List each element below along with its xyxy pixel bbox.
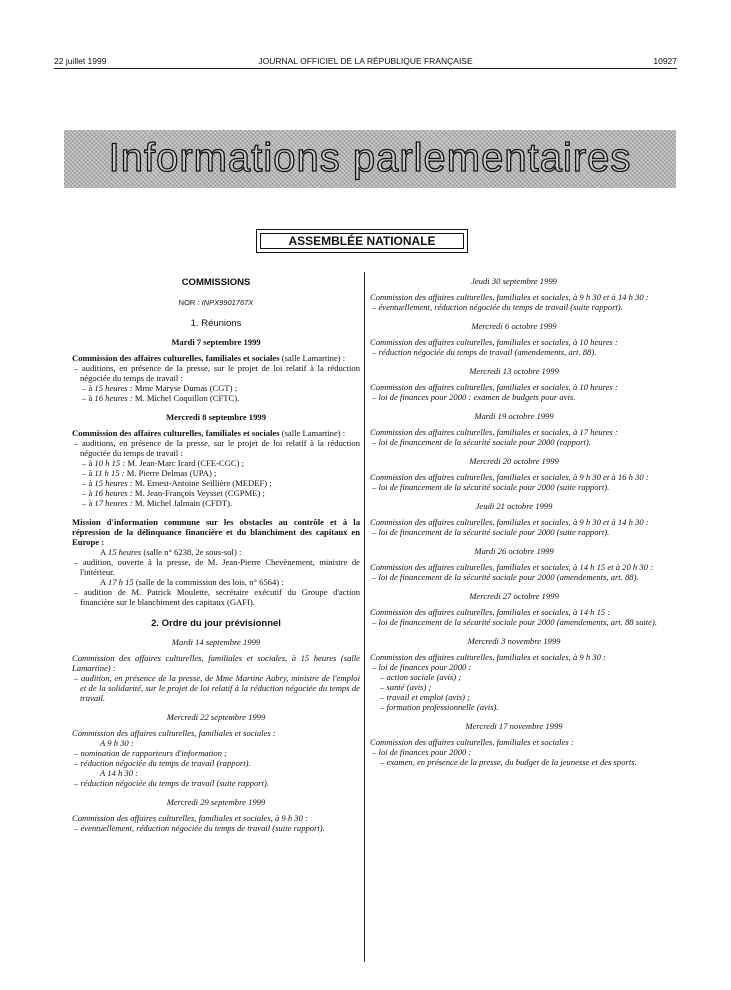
list-item: – à 15 heures : Mme Maryse Dumas (CGT) ; bbox=[82, 383, 238, 393]
sub-list-item: – formation professionnelle (avis). bbox=[380, 702, 499, 712]
list-item: – à 17 heures : M. Michel Jalmain (CFDT). bbox=[82, 498, 233, 508]
page-header bbox=[54, 56, 677, 68]
meeting-date: Mercredi 8 septembre 1999 bbox=[166, 412, 266, 422]
header-date: 22 juillet 1999 bbox=[54, 56, 107, 66]
commission-line: Commission des affaires culturelles, familiales et sociales, à 14 h 15 et à 20 h 30 : bbox=[370, 562, 653, 572]
meeting-block bbox=[72, 813, 360, 833]
meeting-block bbox=[72, 653, 360, 703]
commission-line: Commission des affaires culturelles, familiales et sociales, à 15 heures (salle Lamartine) : bbox=[72, 653, 360, 673]
meeting-block bbox=[72, 428, 360, 508]
meeting-block bbox=[72, 728, 360, 788]
commission-line: Commission des affaires culturelles, familiales et sociales, à 9 h 30 et à 16 h 30 : bbox=[370, 472, 649, 482]
meeting-date: Jeudi 21 octobre 1999 bbox=[475, 501, 553, 511]
list-item: – réduction négociée du temps de travail (amendements, art. 88). bbox=[372, 347, 597, 357]
chamber-title: ASSEMBLÉE NATIONALE bbox=[260, 233, 464, 249]
meeting-block bbox=[72, 353, 360, 403]
list-item: – audition de M. Patrick Moulette, secrétaire exécutif du Groupe d'action financière sur le blanchiment des capitaux (GAFI). bbox=[74, 587, 360, 607]
meeting-date: Mercredi 29 septembre 1999 bbox=[166, 797, 266, 807]
list-item: – audition, ouverte à la presse, de M. Jean-Pierre Chevènement, ministre de l'intérieur. bbox=[74, 557, 360, 577]
header-page-number: 10927 bbox=[653, 56, 677, 66]
commissions-heading: COMMISSIONS bbox=[181, 277, 251, 288]
commission-line: Commission des affaires culturelles, familiales et sociales, à 9 h 30 : bbox=[72, 813, 308, 823]
sub-list-item: – travail et emploi (avis) ; bbox=[380, 692, 470, 702]
list-item: – loi de finances pour 2000 : bbox=[372, 747, 472, 757]
list-item: – loi de finances pour 2000 : examen de budgets pour avis. bbox=[372, 392, 576, 402]
list-item: – réduction négociée du temps de travail (suite rapport). bbox=[74, 778, 269, 788]
meeting-date: Mardi 7 septembre 1999 bbox=[171, 337, 261, 347]
list-item: – audition, en présence de la presse, de Mme Martine Aubry, ministre de l'emploi et de la solidarité, sur le projet de loi relatif à la réduction négociée du temps de travail. bbox=[74, 673, 360, 703]
sub-list-item: – examen, en présence de la presse, du budget de la jeunesse et des sports. bbox=[380, 757, 637, 767]
meeting-block bbox=[370, 517, 658, 537]
commission-line bbox=[72, 353, 360, 363]
meeting-block bbox=[370, 337, 658, 357]
commission-line: Commission des affaires culturelles, familiales et sociales, à 9 h 30 et à 14 h 30 : bbox=[370, 517, 649, 527]
commission-line: Commission des affaires culturelles, familiales et sociales, à 10 heures : bbox=[370, 382, 618, 392]
time-line: A 15 heures (salle n° 6238, 2e sous-sol) : bbox=[100, 547, 242, 557]
left-column bbox=[72, 276, 360, 842]
list-item: – éventuellement, réduction négociée du temps de travail (suite rapport). bbox=[372, 302, 623, 312]
meeting-date: Mardi 19 octobre 1999 bbox=[474, 411, 554, 421]
column-divider bbox=[364, 272, 365, 962]
meeting-block bbox=[370, 472, 658, 492]
nor-label: NOR : bbox=[178, 298, 200, 307]
mission-block bbox=[72, 517, 360, 607]
meeting-date: Mercredi 20 octobre 1999 bbox=[469, 456, 559, 466]
list-item: – à 10 h 15 : M. Jean-Marc Icard (CFE-CGC) ; bbox=[82, 458, 245, 468]
commission-line bbox=[72, 428, 360, 438]
list-item: – loi de financement de la sécurité sociale pour 2000 (amendements, art. 88). bbox=[372, 572, 639, 582]
mission-title: Mission d'information commune sur les obstacles au contrôle et à la répression de la délinquance financière et du blanchiment des capitaux en Europe : bbox=[72, 517, 360, 547]
commission-line: Commission des affaires culturelles, familiales et sociales, à 17 heures : bbox=[370, 427, 618, 437]
list-item: – à 16 heures : M. Jean-François Veysset (CGPME) ; bbox=[82, 488, 265, 498]
meeting-block bbox=[370, 737, 658, 767]
list-item: – auditions, en présence de la presse, sur le projet de loi relatif à la réduction négociée du temps de travail : bbox=[74, 363, 360, 383]
meeting-date: Mardi 14 septembre 1999 bbox=[171, 637, 261, 647]
meeting-block bbox=[370, 427, 658, 447]
commission-room: (salle Lamartine) : bbox=[279, 428, 346, 438]
commission-line: Commission des affaires culturelles, familiales et sociales, à 9 h 30 et à 14 h 30 : bbox=[370, 292, 649, 302]
odj-heading: 2. Ordre du jour prévisionnel bbox=[151, 618, 281, 629]
list-item: – à 15 heures : M. Ernest-Antoine Seillière (MEDEF) ; bbox=[82, 478, 272, 488]
right-column bbox=[370, 276, 658, 776]
meeting-date: Mercredi 6 octobre 1999 bbox=[471, 321, 557, 331]
nor-reference bbox=[72, 298, 360, 308]
meeting-block bbox=[370, 607, 658, 627]
header-rule bbox=[54, 68, 677, 69]
sub-list-item: – santé (avis) ; bbox=[380, 682, 432, 692]
list-item: – éventuellement, réduction négociée du temps de travail (suite rapport). bbox=[74, 823, 325, 833]
list-item: – loi de finances pour 2000 : bbox=[372, 662, 472, 672]
commission-line: Commission des affaires culturelles, familiales et sociales, à 9 h 30 : bbox=[370, 652, 606, 662]
meeting-block bbox=[370, 652, 658, 712]
list-item: – à 11 h 15 : M. Pierre Delmas (UPA) ; bbox=[82, 468, 217, 478]
meeting-block bbox=[370, 382, 658, 402]
section-banner bbox=[64, 130, 676, 188]
time-line: A 17 h 15 (salle de la commission des lois, n° 6564) : bbox=[100, 577, 284, 587]
commission-line: Commission des affaires culturelles, familiales et sociales : bbox=[72, 728, 276, 738]
header-journal: JOURNAL OFFICIEL DE LA RÉPUBLIQUE FRANÇAISE bbox=[258, 56, 473, 66]
meeting-date: Mercredi 13 octobre 1999 bbox=[469, 366, 559, 376]
time-line: A 9 h 30 : bbox=[100, 738, 134, 748]
meeting-date: Jeudi 30 septembre 1999 bbox=[471, 276, 557, 286]
sub-list-item: – action sociale (avis) ; bbox=[380, 672, 462, 682]
list-item: – loi de financement de la sécurité sociale pour 2000 (suite rapport). bbox=[372, 527, 610, 537]
list-item: – loi de financement de la sécurité sociale pour 2000 (rapport). bbox=[372, 437, 591, 447]
meeting-date: Mercredi 3 novembre 1999 bbox=[467, 636, 561, 646]
meeting-date: Mercredi 27 octobre 1999 bbox=[469, 591, 559, 601]
list-item: – loi de financement de la sécurité sociale pour 2000 (suite rapport). bbox=[372, 482, 610, 492]
meeting-block bbox=[370, 292, 658, 312]
reunions-heading: 1. Réunions bbox=[190, 318, 242, 329]
nor-code: INPX9901767X bbox=[201, 298, 254, 307]
list-item: – réduction négociée du temps de travail (rapport). bbox=[74, 758, 251, 768]
commission-line: Commission des affaires culturelles, familiales et sociales, à 14 h 15 : bbox=[370, 607, 611, 617]
meeting-date: Mercredi 22 septembre 1999 bbox=[166, 712, 266, 722]
meeting-date: Mercredi 17 novembre 1999 bbox=[465, 721, 563, 731]
meeting-date: Mardi 26 octobre 1999 bbox=[474, 546, 554, 556]
time-line: A 14 h 30 : bbox=[100, 768, 139, 778]
commission-name: Commission des affaires culturelles, familiales et sociales bbox=[72, 353, 280, 363]
commission-name: Commission des affaires culturelles, familiales et sociales bbox=[72, 428, 280, 438]
commission-line: Commission des affaires culturelles, familiales et sociales, à 10 heures : bbox=[370, 337, 618, 347]
list-item: – nomination de rapporteurs d'information ; bbox=[74, 748, 227, 758]
list-item: – auditions, en présence de la presse, sur le projet de loi relatif à la réduction négociée du temps de travail : bbox=[74, 438, 360, 458]
banner-title: Informations parlementaires bbox=[108, 136, 632, 180]
chamber-box bbox=[256, 229, 468, 253]
commission-line: Commission des affaires culturelles, familiales et sociales : bbox=[370, 737, 574, 747]
list-item: – loi de financement de la sécurité sociale pour 2000 (amendements, art. 88 suite). bbox=[372, 617, 657, 627]
meeting-block bbox=[370, 562, 658, 582]
list-item: – à 16 heures : M. Michel Coquillon (CFTC). bbox=[82, 393, 240, 403]
commission-room: (salle Lamartine) : bbox=[279, 353, 346, 363]
